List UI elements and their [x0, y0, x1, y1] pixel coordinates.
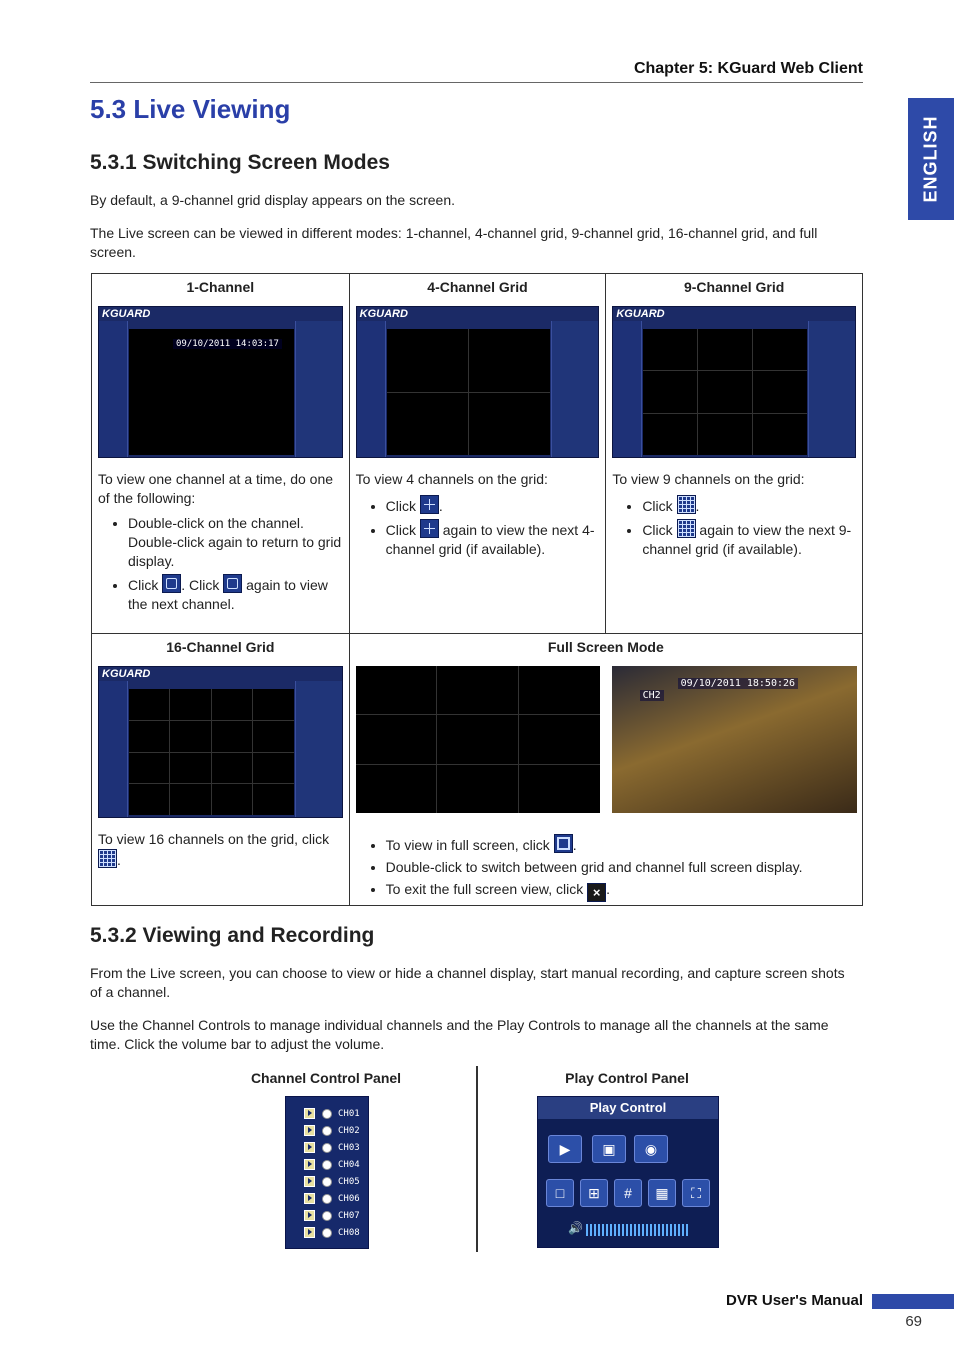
channel-grid	[643, 329, 807, 455]
paragraph-modes: The Live screen can be viewed in different modes: 1-channel, 4-channel grid, 9-channel grid, 16-channel grid, and full screen.	[90, 225, 818, 260]
sixteen-grid-icon[interactable]	[98, 849, 117, 868]
channel-panel-title: Channel Control Panel	[250, 1070, 402, 1086]
list-item: • Click . Click again to view the next channel.	[128, 574, 349, 614]
kguard-logo: KGUARD	[102, 668, 151, 680]
list-item: • To view in full screen, click .	[386, 834, 862, 855]
cell-heading: Full Screen Mode	[547, 639, 664, 655]
channel-row[interactable]: CH05	[286, 1173, 368, 1190]
full-screen-icon[interactable]	[554, 834, 573, 853]
footer-bar	[872, 1294, 954, 1309]
play-icon[interactable]	[304, 1125, 315, 1136]
cell-heading: 16-Channel Grid	[166, 639, 275, 655]
cell-intro: To view 4 channels on the grid:	[355, 471, 548, 487]
channel-row[interactable]: CH03	[286, 1139, 368, 1156]
play-icon[interactable]	[304, 1193, 315, 1204]
cell-text: To view 16 channels on the grid, click .	[98, 831, 330, 868]
channel-view	[129, 329, 294, 455]
sixteen-grid-icon[interactable]: ▦	[648, 1179, 676, 1207]
screenshot-nine-channel	[612, 306, 856, 458]
four-grid-icon[interactable]	[420, 519, 439, 538]
channel-grid	[387, 329, 551, 455]
screenshot-one-channel	[98, 306, 343, 458]
play-icon[interactable]: ▶	[548, 1135, 582, 1163]
paragraph-default: By default, a 9-channel grid display appears on the screen.	[90, 192, 456, 208]
record-icon[interactable]	[322, 1211, 332, 1221]
list-item: • Click again to view the next 4-channel grid (if available).	[386, 519, 606, 559]
nine-grid-icon[interactable]	[677, 519, 696, 538]
play-control-panel	[537, 1096, 719, 1248]
record-icon[interactable]	[322, 1194, 332, 1204]
record-icon[interactable]	[322, 1228, 332, 1238]
speaker-icon: 🔊	[568, 1221, 583, 1235]
channel-row[interactable]: CH08	[286, 1224, 368, 1241]
cell-heading: 9-Channel Grid	[683, 279, 785, 295]
single-channel-icon[interactable]	[162, 574, 181, 593]
channel-row[interactable]: CH04	[286, 1156, 368, 1173]
cell-heading: 4-Channel Grid	[427, 279, 528, 295]
list-item: • Double-click on the channel. Double-click again to return to grid display.	[128, 514, 349, 571]
screen-modes-table	[91, 273, 863, 906]
page-number: 69	[905, 1313, 922, 1330]
play-icon[interactable]	[304, 1176, 315, 1187]
bullet-list	[92, 514, 349, 614]
kguard-logo: KGUARD	[616, 308, 665, 320]
play-icon[interactable]	[304, 1142, 315, 1153]
cell-one-channel	[92, 274, 350, 634]
four-grid-icon[interactable]: ⊞	[580, 1179, 608, 1207]
screenshot-sixteen-channel	[98, 666, 343, 818]
volume-bar[interactable]	[586, 1224, 688, 1236]
list-item: • To exit the full screen view, click × .	[386, 880, 862, 902]
screenshot-four-channel	[356, 306, 600, 458]
timestamp: 09/10/2011 14:03:17	[173, 339, 282, 349]
four-grid-icon[interactable]	[420, 495, 439, 514]
channel-label: CH2	[640, 690, 664, 701]
cell-nine-channel	[606, 274, 863, 634]
record-icon[interactable]	[322, 1143, 332, 1153]
play-icon[interactable]	[304, 1210, 315, 1221]
record-icon[interactable]	[322, 1109, 332, 1119]
cell-full-screen	[349, 634, 862, 906]
list-item: • Click again to view the next 9-channel grid (if available).	[642, 519, 862, 559]
section-title: 5.3 Live Viewing	[90, 94, 291, 124]
nine-grid-icon[interactable]	[677, 495, 696, 514]
play-icon[interactable]	[304, 1227, 315, 1238]
single-channel-icon[interactable]: □	[546, 1179, 574, 1207]
channel-row[interactable]: CH07	[286, 1207, 368, 1224]
play-control-header: Play Control	[538, 1097, 718, 1119]
channel-control-panel	[285, 1096, 369, 1249]
chapter-header: Chapter 5: KGuard Web Client	[633, 60, 863, 77]
close-icon[interactable]: ×	[587, 883, 606, 902]
language-tab	[908, 98, 954, 220]
full-screen-icon[interactable]: ⛶	[682, 1179, 710, 1207]
cell-intro: To view 9 channels on the grid:	[612, 471, 805, 487]
header-rule	[90, 82, 863, 83]
kguard-logo: KGUARD	[359, 308, 408, 320]
cell-four-channel	[349, 274, 606, 634]
language-tab-label: ENGLISH	[920, 115, 941, 203]
record-icon[interactable]	[322, 1160, 332, 1170]
cell-intro: To view one channel at a time, do one of the following:	[98, 471, 334, 506]
bullet-list	[606, 495, 862, 559]
single-channel-icon[interactable]	[223, 574, 242, 593]
screenshot-full-grid	[356, 666, 600, 813]
paragraph-controls: Use the Channel Controls to manage individual channels and the Play Controls to manage all the channels at the same time. Click the volume bar to adjust the volume.	[90, 1017, 829, 1052]
record-camera-icon[interactable]: ◉	[634, 1135, 668, 1163]
bullet-list	[350, 834, 862, 902]
footer-manual: DVR User's Manual	[726, 1292, 863, 1309]
cell-sixteen-channel	[92, 634, 350, 906]
panel-divider	[476, 1066, 478, 1252]
nine-grid-icon[interactable]: #	[614, 1179, 642, 1207]
channel-row[interactable]: CH02	[286, 1122, 368, 1139]
channel-grid	[129, 689, 294, 815]
list-item: • Click .	[642, 495, 862, 516]
channel-row[interactable]: CH01	[286, 1105, 368, 1122]
cell-heading: 1-Channel	[186, 279, 255, 295]
channel-row[interactable]: CH06	[286, 1190, 368, 1207]
bullet-list	[350, 495, 606, 559]
record-icon[interactable]	[322, 1177, 332, 1187]
timestamp: 09/10/2011 18:50:26	[678, 678, 798, 689]
record-icon[interactable]	[322, 1126, 332, 1136]
snapshot-icon[interactable]: ▣	[592, 1135, 626, 1163]
screenshot-full-channel	[612, 666, 857, 813]
subsection-title-modes: 5.3.1 Switching Screen Modes	[90, 151, 390, 174]
paragraph-recording: From the Live screen, you can choose to view or hide a channel display, start manual recording, and capture screen shots of a channel.	[90, 965, 845, 1000]
play-icon[interactable]	[304, 1159, 315, 1170]
list-item: • Double-click to switch between grid and channel full screen display.	[386, 858, 862, 877]
play-icon[interactable]	[304, 1108, 315, 1119]
kguard-logo: KGUARD	[102, 308, 151, 320]
play-panel-title: Play Control Panel	[565, 1070, 689, 1086]
list-item: • Click .	[386, 495, 606, 516]
subsection-title-recording: 5.3.2 Viewing and Recording	[90, 924, 375, 947]
